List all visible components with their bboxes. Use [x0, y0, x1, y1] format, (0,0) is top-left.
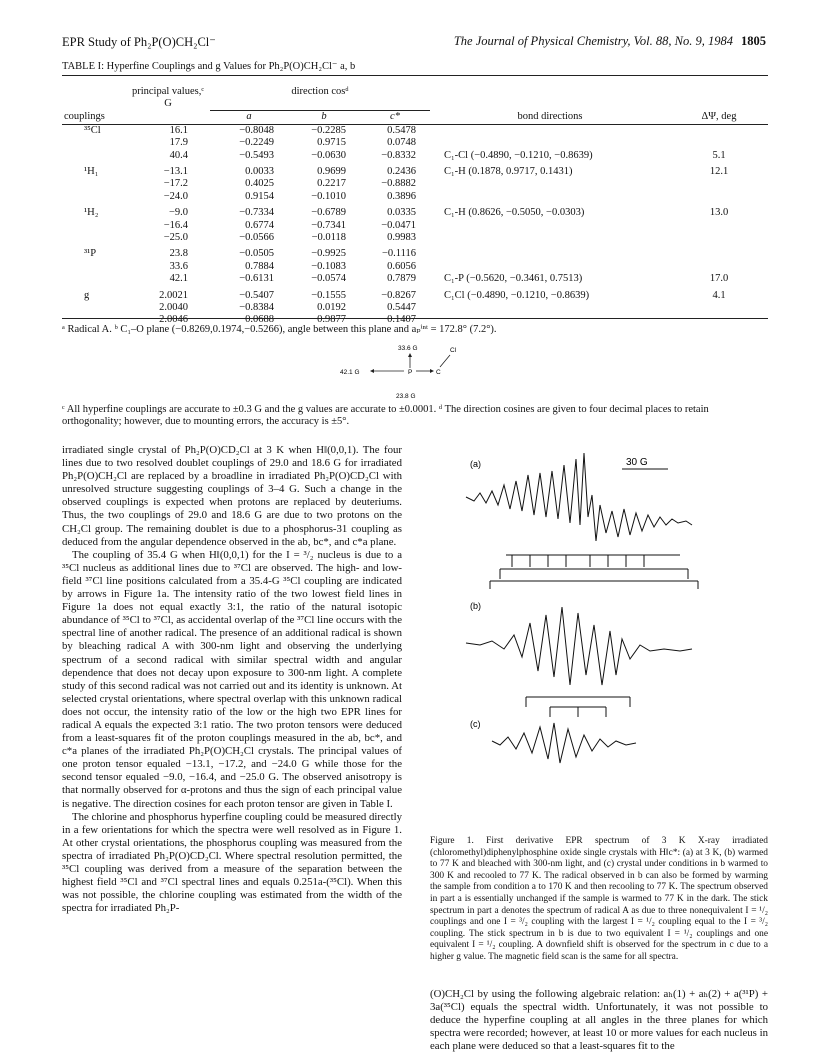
- table-row: [62, 164, 768, 178]
- bond-diagram: [332, 340, 492, 400]
- cell-c: −0.0471: [381, 219, 416, 231]
- cell-dpsi: 5.1: [712, 149, 726, 161]
- hyperfine-table: [62, 86, 768, 327]
- cell-label: ³⁵Cl: [84, 124, 101, 136]
- fig-label-a: (a): [470, 459, 481, 469]
- cell-bond: C₁Cl (−0.4890, −0.1210, −0.8639): [444, 289, 590, 301]
- cell-dpsi: [670, 124, 768, 137]
- cell-label: [62, 232, 126, 246]
- cell-dpsi: [670, 137, 768, 149]
- table-row: [62, 205, 768, 219]
- table-row: [62, 261, 768, 273]
- cell-label: [62, 191, 126, 205]
- cell-label: ¹H₂: [84, 207, 99, 219]
- cell-b: −0.6789: [311, 207, 346, 219]
- cell-c: −0.1116: [381, 248, 416, 260]
- cell-c: 0.0335: [387, 207, 416, 219]
- cell-a: −0.8384: [239, 302, 274, 313]
- cell-b: −0.7341: [311, 219, 346, 231]
- stick-spectrum-b: [526, 697, 630, 717]
- cell-label: [62, 302, 126, 314]
- cell-principal: 2.0046: [159, 314, 188, 326]
- cell-bond: [430, 261, 670, 273]
- cell-label: ¹H₁: [84, 165, 99, 177]
- cell-principal: −24.0: [163, 190, 188, 202]
- cell-label: g: [84, 289, 90, 301]
- cell-principal: 42.1: [169, 273, 188, 285]
- cell-a: −0.5493: [239, 149, 274, 161]
- cell-a: −0.5407: [239, 289, 274, 301]
- cell-bond: [430, 246, 670, 260]
- cell-principal: −25.0: [163, 231, 188, 243]
- cell-a: −0.0505: [239, 248, 274, 260]
- cell-c: 0.0748: [387, 137, 416, 149]
- cell-b: 0.9877: [317, 314, 346, 326]
- cell-dpsi: 13.0: [709, 207, 729, 219]
- cell-principal: −13.1: [163, 165, 188, 177]
- cell-principal: −16.4: [163, 219, 188, 231]
- th-bond: bond directions: [517, 110, 583, 122]
- th-couplings: couplings: [64, 110, 105, 122]
- cell-principal: 16.1: [169, 124, 188, 136]
- cell-bond: C₁-H (0.1878, 0.9717, 0.1431): [444, 165, 573, 177]
- table-row: [62, 273, 768, 287]
- cell-b: 0.2217: [317, 178, 346, 190]
- cell-label: [62, 261, 126, 273]
- cell-a: −0.8048: [239, 124, 274, 136]
- figure-caption: Figure 1. First derivative EPR spectrum of 3 K X-ray irradiated (chloromethyl)diphenylphosphine oxide single crystals with H‖c*: (a) at 3 K, (b) warmed to 77 K and bleached with 300-nm light, and (c) crystal under conditions in b warmed to 300 K and recooled to 77 K. The radical observed in b can also be formed by warming the sample from condition a to 170 K and then recooling to 77 K. The spectrum observed in part a is essentially unchanged if the sample is warmed to 77 K in the dark. The stick spectrum in part a denotes the spectrum of radical A as due to three nonequivalent I = ¹/₂ couplings and one I = ³/₂ coupling with the largest I = ¹/₂ coupling equal to the I = ³/₂ coupling. The stick spectrum in b is due to two equivalent I = ¹/₂ couplings and one equivalent I = ¹/₂ coupling. A downfield shift is observed for the spectrum in c due to a higher g value. The magnetic field scan is the same for all spectra.: [430, 836, 768, 962]
- cell-label: [62, 178, 126, 190]
- cell-a: 0.7884: [245, 260, 274, 272]
- cell-b: −0.2285: [311, 124, 346, 136]
- cell-c: −0.8332: [381, 149, 416, 161]
- cell-principal: 2.0021: [159, 289, 188, 301]
- table-row: [62, 246, 768, 260]
- cell-c: 0.2436: [387, 165, 416, 177]
- cell-b: −0.0118: [311, 231, 346, 243]
- cell-c: 0.7879: [387, 273, 416, 285]
- table-row: [62, 220, 768, 232]
- cell-bond: [430, 302, 670, 314]
- cell-b: −0.1555: [311, 289, 346, 301]
- fig-label-c: (c): [470, 719, 481, 729]
- cell-dpsi: 4.1: [712, 289, 726, 301]
- cell-bond: [430, 220, 670, 232]
- th-b: b: [321, 111, 327, 123]
- cell-dpsi: [670, 191, 768, 205]
- running-header-right: [454, 34, 766, 49]
- cell-b: −0.0630: [311, 149, 346, 161]
- cell-a: −0.0688: [239, 314, 274, 326]
- cell-a: −0.7334: [239, 207, 274, 219]
- cell-b: −0.1010: [311, 190, 346, 202]
- table-row: [62, 191, 768, 205]
- cell-dpsi: [670, 220, 768, 232]
- spectrum-b: [466, 607, 692, 685]
- cell-bond: [430, 137, 670, 149]
- diagram-label-left: 42.1 G: [340, 369, 360, 376]
- table-title: TABLE I: Hyperfine Couplings and g Values for Ph₂P(O)CH₂Cl⁻ a, b: [62, 61, 356, 72]
- diagram-label-c: C: [436, 369, 441, 376]
- cell-dpsi: 17.0: [709, 273, 729, 285]
- cell-dpsi: [670, 232, 768, 246]
- cell-principal: −9.0: [168, 207, 188, 219]
- cell-c: 0.6056: [387, 260, 416, 272]
- cell-c: 0.5447: [387, 302, 416, 313]
- table-row: [62, 178, 768, 190]
- journal-citation: The Journal of Physical Chemistry, Vol. 88, No. 9, 1984: [453, 34, 733, 48]
- cell-a: 0.4025: [245, 178, 274, 190]
- paragraph-3: The chlorine and phosphorus hyperfine coupling could be measured directly in a few orientations for which the spectra were well resolved as in Figure 1. At other crystal orientations, the phosphorus coupling was measured from the spectra of irradiated Ph₂P(O)CD₂Cl. Where spectral resolution permitted, the ³⁵Cl coupling was derived from a measure of the separation between the highest field ³⁵Cl and ³⁷Cl spectral lines and equals 0.251a-(³⁵Cl). When this was not possible, the chlorine coupling was estimated from the width of the spectra for irradiated Ph₂P-: [62, 810, 402, 915]
- figure-1-spectra: [430, 445, 770, 820]
- paragraph-1: irradiated single crystal of Ph₂P(O)CD₂Cl at 3 K when H‖(0,0,1). The four lines due to two resolved doublet couplings of 29.0 and 18.6 G for irradiated Ph₂P(O)CH₂Cl are replaced by a broadline in irradiated Ph₂P(O)CD₂Cl with unresolved structure suggesting couplings of 3–4 G. Such a change in the observed couplings is expected when protons are replaced by deuteriums. Thus, the two couplings of 29.0 and 18.6 G are due to two protons on the CH₂Cl group. The remaining doublet is due to a phosphorus-31 coupling as deduced from the angular dependence observed in the ab, bc*, and c*a plane.: [62, 444, 402, 548]
- th-dpsi: ΔΨ, deg: [701, 110, 737, 122]
- cell-bond: [430, 191, 670, 205]
- cell-label: [62, 137, 126, 149]
- table-row: [62, 150, 768, 164]
- cell-bond: C₁-P (−0.5620, −0.3461, 0.7513): [444, 273, 583, 285]
- spectrum-a: [466, 453, 692, 541]
- stick-spectrum-a: [490, 555, 698, 589]
- cell-b: −0.1083: [311, 260, 346, 272]
- cell-label: [62, 220, 126, 232]
- cell-a: 0.9154: [245, 190, 274, 202]
- cell-principal: 40.4: [169, 149, 188, 161]
- cell-label: [62, 150, 126, 164]
- cell-dpsi: [670, 178, 768, 190]
- table-footnote-cd: ᶜ All hyperfine couplings are accurate to ±0.3 G and the g values are accurate to ±0.0001. ᵈ The direction cosines are given to four decimal places to retain orthogonality; however, due to mounting errors, the accuracy is ±5°.: [62, 404, 709, 427]
- cell-bond: C₁-Cl (−0.4890, −0.1210, −0.8639): [444, 149, 593, 161]
- cell-label: ³¹P: [84, 248, 97, 260]
- cell-b: −0.0574: [311, 273, 346, 285]
- table-row: [62, 137, 768, 149]
- cell-a: 0.6774: [245, 219, 274, 231]
- diagram-label-top: 33.6 G: [398, 345, 418, 352]
- cell-c: 0.3896: [387, 190, 416, 202]
- cell-a: −0.0566: [239, 231, 274, 243]
- cell-c: 0.5478: [387, 124, 416, 136]
- diagram-label-p: P: [408, 369, 413, 376]
- cell-bond: [430, 232, 670, 246]
- cell-c: −0.8882: [381, 178, 416, 190]
- right-column-text: (O)CH₂Cl by using the following algebraic relation: aₕ(1) + aₕ(2) + a(³¹P) + 3a(³⁵Cl) equals the spectral width. Unfortunately, it was not possible to deduce the hyperfine coupling at all angles in the three planes for which spectra were recorded; however, at least 10 or more values for each nucleus in each plane were deduced so that a least-squares fit to the: [430, 988, 768, 1053]
- cell-principal: −17.2: [163, 178, 188, 190]
- th-principal: principal values,ᶜ G: [131, 86, 205, 110]
- cell-dpsi: [670, 261, 768, 273]
- running-header-left: EPR Study of Ph₂P(O)CH₂Cl⁻: [62, 35, 216, 49]
- page-number: 1805: [741, 34, 766, 48]
- table-row: [62, 124, 768, 137]
- left-column-text: [62, 444, 402, 915]
- cell-bond: [430, 124, 670, 137]
- cell-b: 0.9699: [317, 165, 346, 177]
- table-row: [62, 232, 768, 246]
- cell-dpsi: 12.1: [709, 165, 729, 177]
- th-direction: direction cosᵈ: [210, 86, 430, 111]
- diagram-label-cl: Cl: [450, 347, 457, 354]
- cell-b: 0.0192: [317, 302, 346, 313]
- table-row: [62, 302, 768, 314]
- cell-principal: 2.0040: [159, 302, 188, 313]
- table-footnote-ab: ᵃ Radical A. ᵇ C₁–O plane (−0.8269,0.1974,−0.5266), angle between this plane and aₚⁱⁿᵗ = 172.8° (7.2°).: [62, 324, 497, 335]
- cell-a: −0.6131: [239, 273, 274, 285]
- cell-principal: 33.6: [169, 260, 188, 272]
- cell-b: −0.9925: [311, 248, 346, 260]
- cell-dpsi: [670, 302, 768, 314]
- cell-bond: [430, 178, 670, 190]
- cell-bond: C₁-H (0.8626, −0.5050, −0.0303): [444, 207, 585, 219]
- cell-c: −0.8267: [381, 289, 416, 301]
- th-c: c*: [390, 111, 400, 123]
- fig-scale-label: 30 G: [626, 457, 648, 468]
- cell-a: 0.0033: [245, 165, 274, 177]
- fig-label-b: (b): [470, 601, 481, 611]
- cell-c: −0.1407: [381, 314, 416, 326]
- cell-label: [62, 273, 126, 287]
- table-row: [62, 288, 768, 302]
- table-top-rule: [62, 75, 768, 76]
- spectrum-c: [492, 723, 636, 763]
- cell-dpsi: [670, 246, 768, 260]
- paragraph-2: The coupling of 35.4 G when H‖(0,0,1) for the I = ³/₂ nucleus is due to a ³⁵Cl nucleus as additional lines due to ³⁷Cl are observed. The high- and low-field ³⁷Cl line positions calculated from a 35.4-G ³⁵Cl coupling are indicated by arrows in Figure 1a. The intensity ratio of the two lowest field lines in Figure 1a does not equal exactly 3:1, the ratio of the natural isotopic abundance of ³⁵Cl to ³⁷Cl, as accidental overlap of the ³⁷Cl line occurs with the spectral line of another radical. The presence of an additional radical is shown by bleaching radical A with 300-nm light and observing the underlying spectrum of a second radical with similar spectral width and angular dependence that does not decay upon exposure to 300-nm light. A complete study of this second radical was not carried out and its identity is unknown. At selected crystal orientations, where spectral overlap with this unknown radical does not occur, the intensity ratio of the low or the high two EPR lines for radical A equals the expected 3:1 ratio. The two proton tensors were deduced from a least-squares fit of the proton couplings measured in the ab, bc*, and c*a planes of the irradiated Ph₂P(O)CH₂Cl crystals. The principal values of one proton tensor equaled −13.1, −17.2, and −24.0 G while those for the second tensor equaled −9.0, −16.4, and −25.0 G. The observed anisotropy is that normally observed for α-protons and thus the sign of each principal value is negative. The direction cosines for each proton tensor are given in Table I.: [62, 548, 402, 810]
- table-bottom-rule: [62, 318, 768, 319]
- diagram-label-bottom: 23.8 G: [396, 393, 416, 400]
- cell-principal: 17.9: [169, 137, 188, 149]
- cell-principal: 23.8: [169, 248, 188, 260]
- cell-b: 0.9715: [317, 137, 346, 149]
- th-a: a: [246, 111, 252, 123]
- cell-c: 0.9983: [387, 231, 416, 243]
- cell-a: −0.2249: [239, 137, 274, 149]
